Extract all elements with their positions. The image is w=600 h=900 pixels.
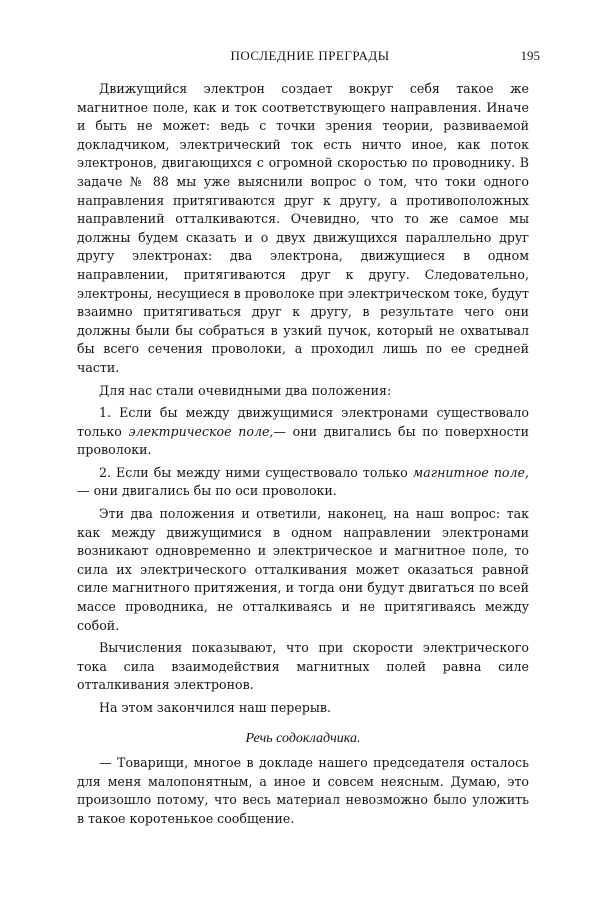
emphasis-text: магнитное поле, <box>412 464 529 480</box>
paragraph: Эти два положения и ответили, наконец, на наш вопрос: так как между движущимися в одном направлении электронами возникают одновременно и электрическое и магнитное поле, то сила их электрического отталкивания может оказаться равной силе магнитного притяжения, и тогда они будут двигаться по всей массе проводника, не отталкиваясь и не притягиваясь между собой. <box>77 506 529 633</box>
paragraph: — Товарищи, многое в докладе нашего председателя осталось для меня малопонятным, а иное и совсем неясным. Думаю, это произошло потому, что весь материал невозможно было уложить в такое коротенькое сообщение. <box>77 755 529 826</box>
point-text: 1. Если бы между движущимися электронами существовало только <box>77 405 529 439</box>
page-body <box>77 80 529 829</box>
paragraph: На этом закончился наш перерыв. <box>99 700 331 715</box>
emphasis-text: электрическое поле, <box>128 423 274 439</box>
point-text: — они двигались бы по оси проволоки. <box>77 483 337 499</box>
point-text: — они двигались бы по поверхности проволоки. <box>77 423 529 458</box>
point-text: 2. Если бы между ними существовало только <box>99 464 413 480</box>
section-subheading: Речь содокладчика. <box>245 730 361 746</box>
paragraph: Вычисления показывают, что при скорости электрического тока сила взаимодействия магнитных полей равна силе отталкивания электронов. <box>77 640 529 693</box>
list-item-point-2 <box>77 464 529 501</box>
page-header <box>80 48 540 68</box>
paragraph: Движущийся электрон создает вокруг себя такое же магнитное поле, как и ток соответствующего направления. Иначе и быть не может: ведь с точки зрения теории, развиваемой докладчиком, электрический ток есть ничто иное, как поток электронов, двигающихся с огромной скоростью по проводнику. В задаче № 88 мы уже выяснили вопрос о том, что токи одного направления притягиваются друг к другу, а противоположных направлений отталкиваются. Очевидно, что то же самое мы должны будем сказать и о двух движущихся параллельно друг другу электронах: два электрона, движущиеся в одном направлении, притягиваются друг к другу. Следовательно, электроны, несущиеся в проволоке при электрическом токе, будут взаимно притягиваться друг к другу, в результате чего они должны были бы собраться в узкий пучок, который не охватывал бы всего сечения проволоки, а проходил лишь по ее средней части. <box>77 81 529 375</box>
running-title: ПОСЛЕДНИЕ ПРЕГРАДЫ <box>230 48 390 63</box>
page-number: 195 <box>520 48 540 63</box>
paragraph: Для нас стали очевидными два положения: <box>99 382 392 398</box>
list-item-point-1 <box>77 404 529 460</box>
